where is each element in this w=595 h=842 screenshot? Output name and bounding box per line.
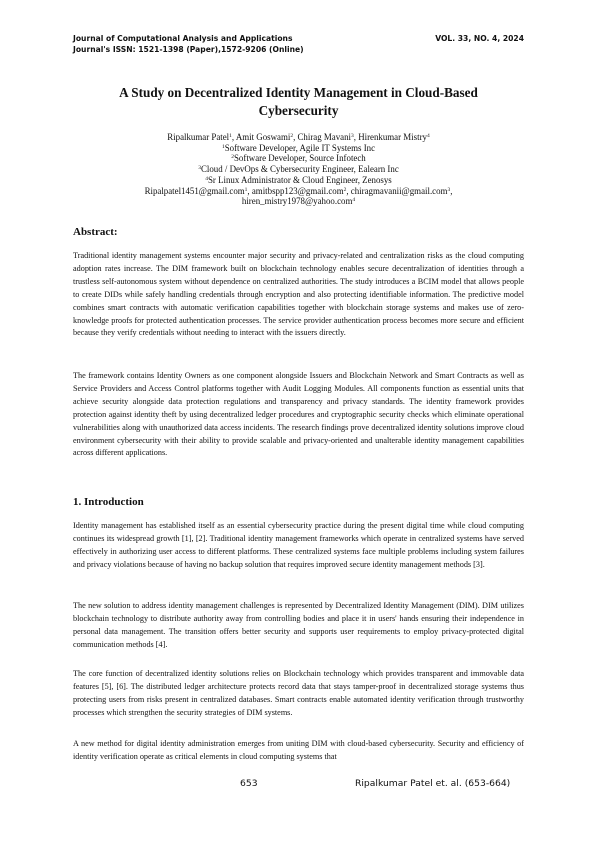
author-email: amitbspp123@gmail.com (251, 185, 344, 196)
abstract-paragraph-2: The framework contains Identity Owners as one component alongside Issuers and Blockchain Network and Smart Contracts as well as Service Providers and Access Control platforms together with Audit Logging Modules. All components function as essential units that achieve security alongside data protection regulations and transparency and privacy standards. The identity framework provides protection against identity theft by using decentralized ledger procedures and cryptographic security checks which eliminate operational vulnerabilities along with unauthorized data access incidents. The research findings prove decentralized identity solutions improve cloud environment cybersecurity with their ability to provide scalable and privacy-oriented and unalterable identity management capabilities across different applications. (73, 371, 524, 458)
affiliation-text: Cloud / DevOps & Cybersecurity Engineer, Ealearn Inc (200, 164, 399, 175)
email-mark: 1 (244, 186, 248, 193)
affiliation (73, 143, 524, 154)
email-mark: 4 (352, 197, 356, 204)
affiliation (73, 153, 524, 164)
journal-name: Journal of Computational Analysis and Applications (73, 34, 293, 43)
email-separator: , (247, 185, 252, 196)
author-affiliation-mark: 1 (229, 133, 232, 139)
author-name: Chirag Mavani (297, 132, 351, 142)
intro-paragraph-3: The core function of decentralized identity solutions relies on Blockchain technology which provides transparent and immovable data features [5], [6]. The distributed ledger architecture protects record data that stays tamper-proof in decentralized storage systems thus protecting users from risks present in centralized databases. Smart contracts enable automated identity verification through trustworthy processes which strengthen the security strategies of DIM systems. (73, 669, 524, 717)
email-mark: 3 (447, 186, 451, 193)
author-name: Hirenkumar Mistry (358, 132, 427, 142)
page-number: 653 (240, 778, 258, 789)
author-email: Ripalpatel1451@gmail.com (144, 185, 245, 196)
affiliation (73, 175, 524, 186)
affiliation-mark: 2 (231, 154, 234, 161)
email-separator: , (450, 185, 453, 196)
email-list (73, 186, 524, 197)
affiliation-mark: 4 (205, 175, 208, 182)
author-list (73, 132, 524, 143)
affiliation-text: Software Developer, Source Infotech (234, 153, 366, 164)
affiliation-mark: 3 (198, 165, 201, 172)
intro-paragraph-4: A new method for digital identity administration emerges from uniting DIM with cloud-based cybersecurity. Security and efficiency of identity verification operate as critical elements in cloud computing systems that (73, 739, 524, 761)
running-header (73, 34, 524, 55)
volume-issue: VOL. 33, NO. 4, 2024 (435, 34, 524, 43)
author-affiliation-mark: 2 (290, 133, 294, 139)
author-separator: , (231, 132, 236, 142)
affiliation (73, 164, 524, 175)
author-name: Amit Goswami (235, 132, 291, 142)
author-email: hiren_mistry1978@yahoo.com (241, 196, 353, 207)
author-affiliation-mark: 3 (351, 133, 354, 139)
abstract-heading: Abstract: (73, 226, 118, 238)
abstract-paragraph-1: Traditional identity management systems encounter major security and privacy-related and centralization risks as the cloud computing adoption rates increase. The DIM framework built on blockchain technology enables secure decentralization of identities through a trustless self-autonomous system without dependence on centralized authorities. The study introduces a BCIM model that allows people to create DIDs while safely handling credentials through encryption and also protecting identifiable information. The predictive model combines smart contracts with automatic verification capabilities together with blockchain storage systems and makes use of zero-knowledge proofs for protected authentication processes. The service provider authentication process becomes more secure and efficient because they verify credentials without needing to interact with the issuers directly. (73, 251, 524, 338)
author-separator: , (353, 132, 359, 142)
author-affiliation-mark: 4 (426, 133, 430, 139)
paper-title-line-1: A Study on Decentralized Identity Management in Cloud-Based (119, 85, 478, 100)
affiliation-text: Software Developer, Agile IT Systems Inc (224, 142, 376, 153)
author-name: Ripalkumar Patel (167, 132, 230, 142)
paper-title (73, 84, 524, 120)
affiliation-text: Sr Linux Administrator & Cloud Engineer, Zenosys (207, 174, 392, 185)
author-separator: , (293, 132, 298, 142)
paper-title-line-2: Cybersecurity (258, 103, 339, 118)
footer-citation: Ripalkumar Patel et. al. (653-664) (355, 778, 511, 789)
email-list-continued (73, 196, 524, 207)
journal-issn: Journal's ISSN: 1521-1398 (Paper),1572-9206 (Online) (73, 44, 304, 54)
email-separator: , (346, 185, 351, 196)
author-block (73, 132, 524, 207)
author-email: chiragmavanii@gmail.com (350, 185, 448, 196)
intro-paragraph-2: The new solution to address identity management challenges is represented by Decentralized Identity Management (DIM). DIM utilizes blockchain technology to distribute authority away from controlling bodies and place it in users' hands ensuring their independence in personal data management. The transition offers better security and supports user requirements to employ privacy-protected digital communication methods [4]. (73, 601, 524, 649)
intro-paragraph-1: Identity management has established itself as an essential cybersecurity practice during the present digital time while cloud computing continues its widespread growth [1], [2]. Traditional identity management frameworks which operate in centralized systems have served effectively in authorizing user access to different platforms. These centralized systems face multiple problems including system failures and privacy violations because of having no backup solution that requires improved secure identity management methods [3]. (73, 521, 524, 569)
section-heading-introduction: 1. Introduction (73, 496, 144, 508)
affiliation-mark: 1 (221, 143, 225, 150)
email-mark: 2 (343, 186, 347, 193)
